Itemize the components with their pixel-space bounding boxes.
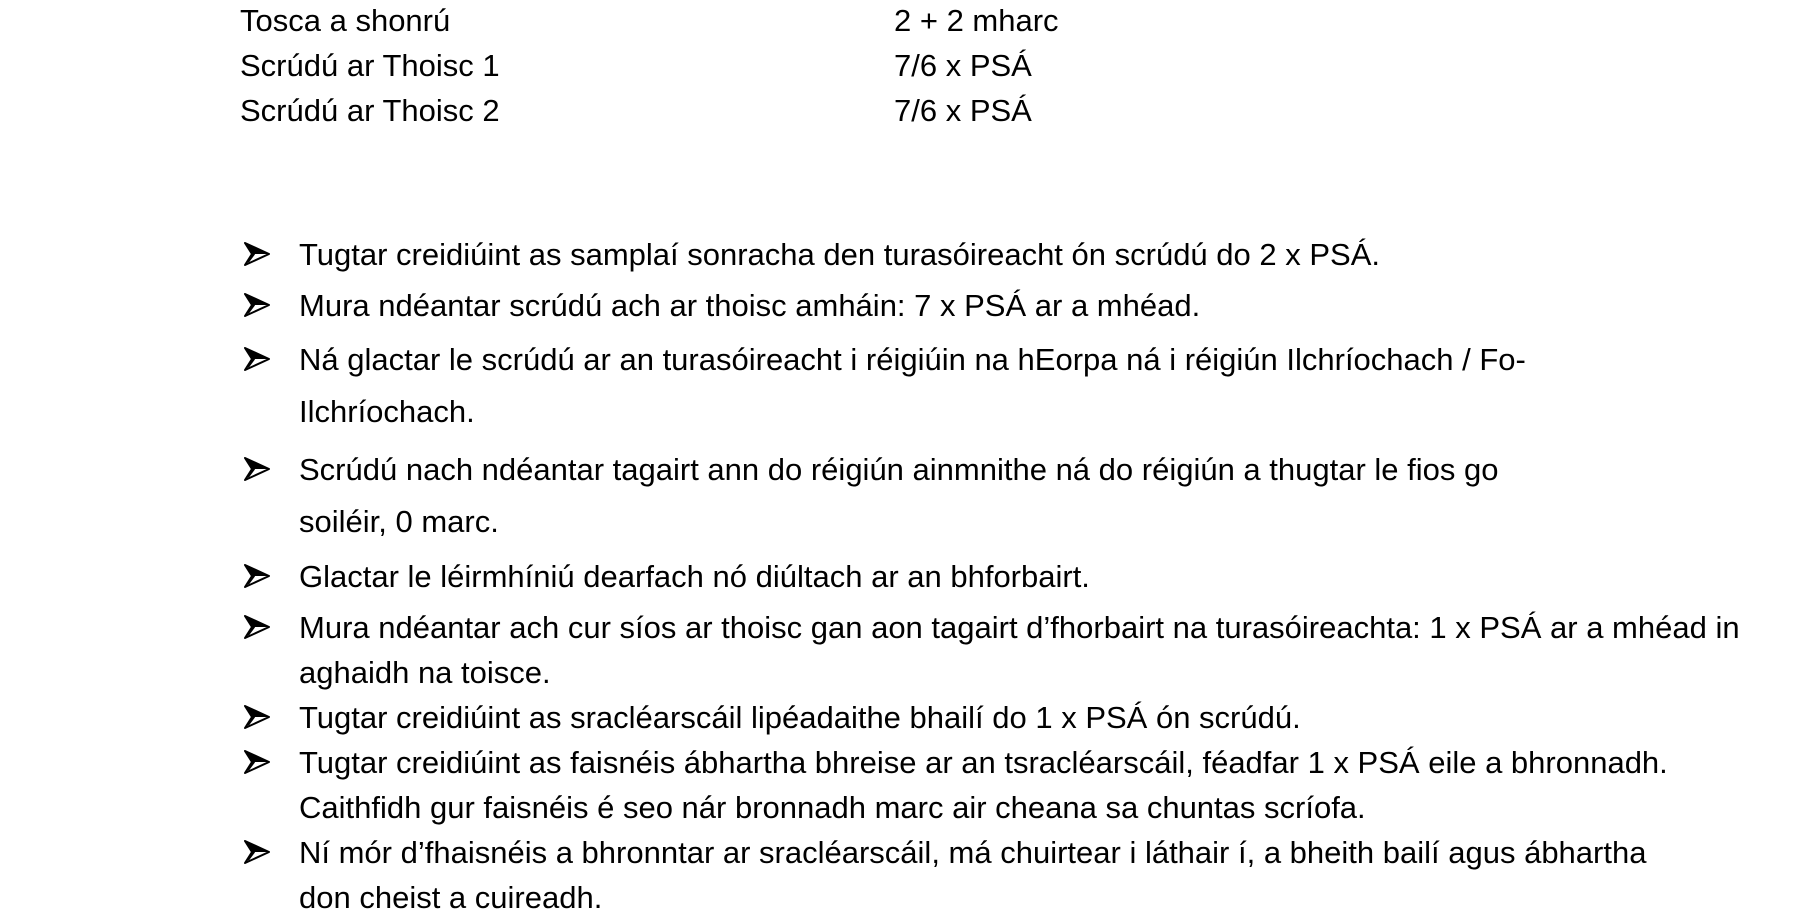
arrow-bullet-icon <box>244 705 270 729</box>
list-item-text: Mura ndéantar scrúdú ach ar thoisc amháin: 7 x PSÁ ar a mhéad. <box>299 288 1201 323</box>
list-item-text: Tugtar creidiúint as faisnéis ábhartha bhreise ar an tsracléarscáil, féadfar 1 x PSÁ eile a bhronnadh. Caithfidh gur faisnéis é seo nár bronnadh marc air cheana sa chuntas scríofa. <box>299 745 1668 825</box>
arrow-bullet-icon <box>244 457 270 481</box>
list-item-text: Scrúdú nach ndéantar tagairt ann do réigiún ainmnithe ná do réigiún a thugtar le fios go soiléir, 0 marc. <box>299 452 1499 539</box>
marks-table <box>240 0 1140 135</box>
list-item-text: Ná glactar le scrúdú ar an turasóireacht i réigiúin na hEorpa ná i réigiún Ilchríochach / Fo-Ilchríochach. <box>299 342 1526 429</box>
list-item <box>240 605 1740 695</box>
marks-value: 2 + 2 mharc <box>894 3 1059 38</box>
arrow-bullet-icon <box>244 293 270 317</box>
arrow-bullet-icon <box>244 750 270 774</box>
marks-row <box>240 0 1140 45</box>
list-item <box>240 830 1740 920</box>
arrow-bullet-icon <box>244 615 270 639</box>
arrow-bullet-icon <box>244 347 270 371</box>
list-item <box>240 554 1740 599</box>
list-item <box>240 232 1740 277</box>
list-item-text: Ní mór d’fhaisnéis a bhronntar ar sracléarscáil, má chuirtear i láthair í, a bheith bailí agus ábhartha don cheist a cuireadh. <box>299 835 1647 915</box>
list-item <box>240 444 1740 548</box>
list-item-text: Tugtar creidiúint as samplaí sonracha den turasóireacht ón scrúdú do 2 x PSÁ. <box>299 237 1380 272</box>
arrow-bullet-icon <box>244 564 270 588</box>
list-item-text: Mura ndéantar ach cur síos ar thoisc gan aon tagairt d’fhorbairt na turasóireachta: 1 x PSÁ ar a mhéad in aghaidh na toisce. <box>299 610 1740 690</box>
arrow-bullet-icon <box>244 242 270 266</box>
list-item <box>240 740 1740 830</box>
marks-label: Scrúdú ar Thoisc 2 <box>240 93 500 128</box>
marks-row <box>240 90 1140 135</box>
list-item <box>240 695 1740 740</box>
marks-label: Tosca a shonrú <box>240 3 451 38</box>
marks-label: Scrúdú ar Thoisc 1 <box>240 48 500 83</box>
arrow-bullet-icon <box>244 840 270 864</box>
marks-value: 7/6 x PSÁ <box>894 93 1032 128</box>
list-item-text: Glactar le léirmhíniú dearfach nó diúltach ar an bhforbairt. <box>299 559 1090 594</box>
marks-row <box>240 45 1140 90</box>
list-item <box>240 334 1740 438</box>
marking-notes-list <box>240 232 1740 920</box>
list-item <box>240 283 1740 328</box>
marks-value: 7/6 x PSÁ <box>894 48 1032 83</box>
list-item-text: Tugtar creidiúint as sracléarscáil lipéadaithe bhailí do 1 x PSÁ ón scrúdú. <box>299 700 1301 735</box>
